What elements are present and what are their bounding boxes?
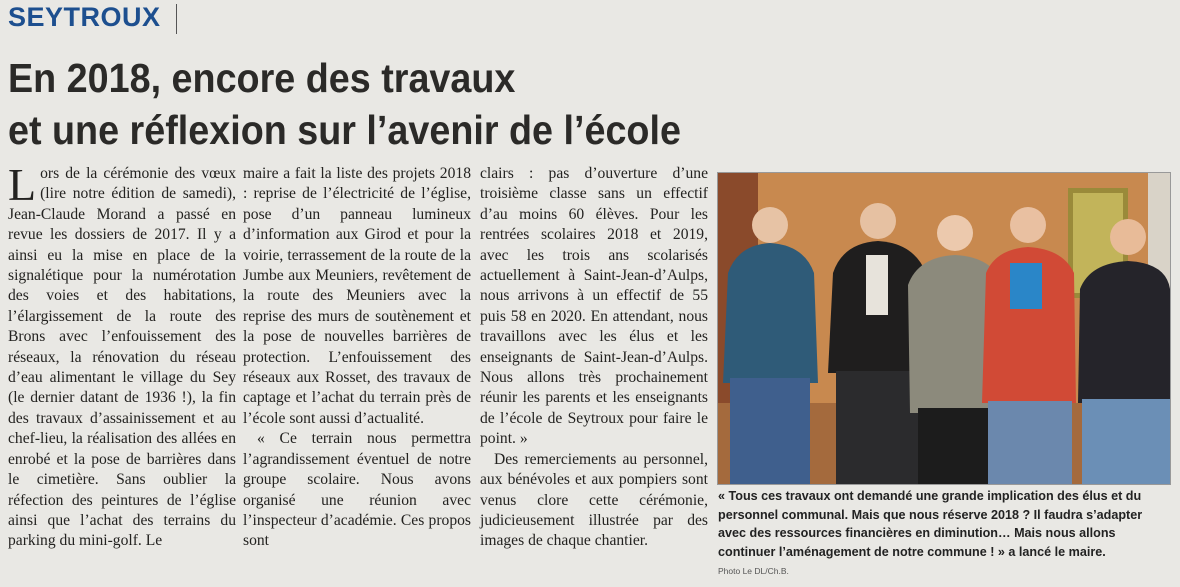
photo-credit: Photo Le DL/Ch.B. xyxy=(718,566,789,576)
photo-caption: « Tous ces travaux ont demandé une grande implication des élus et du personnel communal. Mais que nous réserve 2018 ? Il faudra s’adapter avec des ressources financières en diminution… Mais nous allons continuer l’aménagement de notre commune ! » a lancé le maire. xyxy=(718,489,1143,559)
article-column-1 xyxy=(8,159,236,552)
col1-paragraph-1: ors de la cérémonie des vœux (lire notre édition de samedi), Jean-Claude Morand a passé en revue les dossiers de 2017. Il y a ainsi eu la mise en place de la signalétique pour la numérotation des voies et des habitations, l’élargissement de la route des Brons avec l’enfouissement des réseaux, la rénovation du réseau d’eau alimentant le village du Sey (le dernier datant de 1936 !), la fin des travaux d’assainissement et au chef-lieu, la réalisation des allées en enrobé et la pose de barrières dans le cimetière. Sans oublier la réfection des peintures de l’église ainsi que l’achat des terrains du parking du mini-golf. Le xyxy=(8,165,236,550)
col3-paragraph-1: clairs : pas d’ouverture d’une troisième classe sans un effectif d’au moins 60 élèves. Pour les rentrées scolaires 2018 et 2019, avec les trois ans scolarisés actuellement à Saint-Jean-d’Aulps, nous arrivons à un effectif de 55 puis 58 en 2020. En attendant, nous travaillons avec les élus et les enseignants de Saint-Jean-d’Aulps. Nous allons très prochainement réunir les parents et les enseignants de l’école de Seytroux pour faire le point. » xyxy=(480,165,708,448)
article-column-3 xyxy=(480,164,708,552)
section-rubric: SEYTROUX xyxy=(8,2,161,32)
headline xyxy=(8,52,1075,156)
drop-cap: L xyxy=(8,159,37,210)
col2-paragraph-1: maire a fait la liste des projets 2018 : reprise de l’électricité de l’église, pose d’un panneau lumineux d’information aux Girod et pour la voirie, terrassement de la route de la Jumbe aux Meuniers, revêtement de la route des Meuniers avec la reprise des murs de soutènement et la pose de nouvelles barrières de protection. L’enfouissement des réseaux aux Rosset, des travaux de captage et l’achat du terrain près de l’école sont aussi d’actualité. xyxy=(243,165,471,427)
headline-line-1: En 2018, encore des travaux xyxy=(8,55,516,101)
group-photo xyxy=(717,172,1171,485)
col2-paragraph-2: « Ce terrain nous permettra l’agrandissement éventuel de notre groupe scolaire. Nous avons organisé une réunion avec l’inspecteur d’académie. Ces propos sont xyxy=(243,430,471,550)
headline-line-2: et une réflexion sur l’avenir de l’école xyxy=(8,107,681,153)
rubric-divider xyxy=(176,4,177,34)
article-column-2 xyxy=(243,164,471,552)
col3-paragraph-2: Des remerciements au personnel, aux bénévoles et aux pompiers sont venus clore cette cérémonie, judicieusement illustrée par des images de chaque chantier. xyxy=(480,450,708,550)
